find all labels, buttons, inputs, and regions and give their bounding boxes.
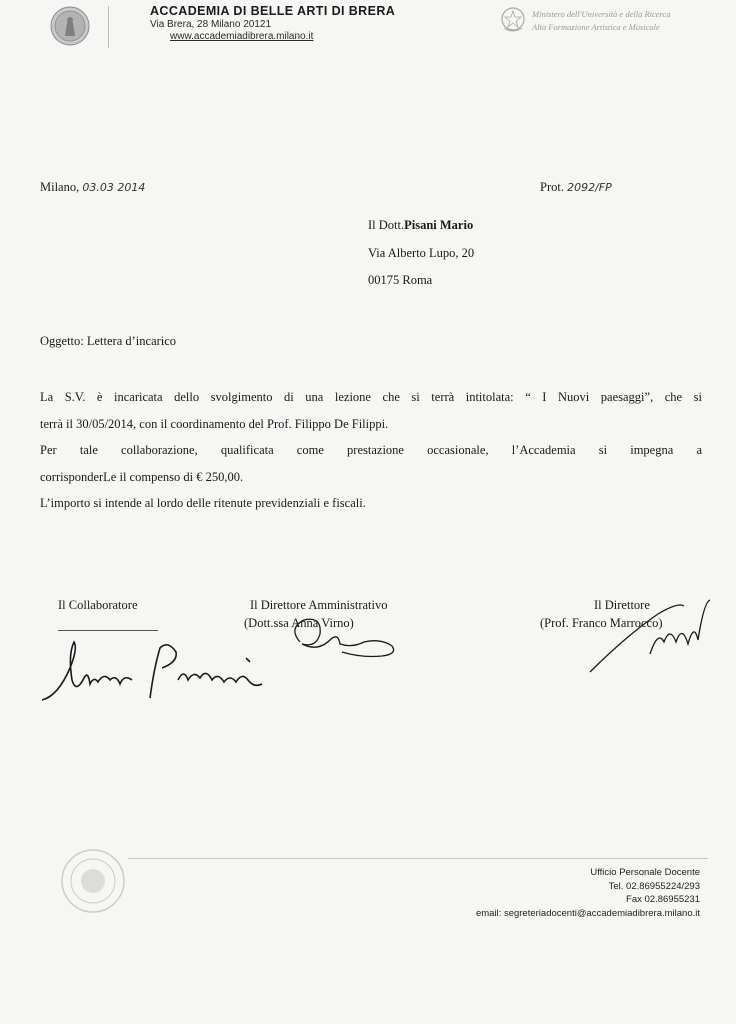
- collaboratore-label: Il Collaboratore: [58, 598, 138, 612]
- recipient-prefix: Il Dott.: [368, 218, 405, 232]
- academy-seal-icon: [50, 6, 90, 46]
- institution-website[interactable]: www.accademiadibrera.milano.it: [170, 31, 314, 42]
- subject: Oggetto: Lettera d’incarico: [40, 334, 177, 348]
- direttore-amministrativo-label: Il Direttore Amministrativo: [250, 598, 388, 612]
- date-line: [40, 180, 145, 195]
- direttore-amministrativo-signature: [282, 612, 402, 662]
- handwritten-date: 03.03 2014: [82, 181, 146, 194]
- protocol-line: [540, 180, 612, 195]
- ministry-line-1: Ministero dell'Università e della Ricerca: [532, 9, 671, 19]
- direttore-name: (Prof. Franco Marrocco): [540, 616, 663, 630]
- handwritten-protocol: 2092/FP: [567, 181, 612, 194]
- footer-tel: Tel. 02.86955224/293: [608, 880, 700, 892]
- recipient-city: 00175 Roma: [368, 273, 433, 287]
- institution-address: Via Brera, 28 Milano 20121: [150, 19, 272, 30]
- body-line: L’importo si intende al lordo delle ritenute previdenziali e fiscali.: [40, 496, 366, 510]
- protocol-label: Prot.: [540, 180, 564, 194]
- footer-fax: Fax 02.86955231: [626, 894, 700, 905]
- body-line: La S.V. è incaricata dello svolgimento di una lezione che si terrà intitolata: “ I Nuovi paesaggi”, che si: [40, 390, 702, 404]
- ministry-line-2: Alta Formazione Artistica e Musicale: [532, 22, 660, 32]
- recipient-name: Pisani Mario: [404, 218, 474, 232]
- footer-contacts: [476, 866, 700, 920]
- recipient-name-line: [368, 218, 473, 233]
- direttore-signature: [586, 596, 714, 676]
- letterhead-divider: [108, 6, 109, 48]
- body-line: terrà il 30/05/2014, con il coordinamento del Prof. Filippo De Filippi.: [40, 416, 389, 431]
- recipient-street: Via Alberto Lupo, 20: [368, 246, 475, 260]
- letterhead: [150, 4, 395, 42]
- direttore-amministrativo-name: (Dott.ssa Anna Virno): [244, 616, 354, 630]
- footer-email[interactable]: email: segreteriadocenti@accademiadibrera.milano.it: [475, 907, 700, 919]
- direttore-label: Il Direttore: [594, 598, 650, 612]
- body-line: Per tale collaborazione, qualificata come prestazione occasionale, l’Accademia si impegna a: [40, 443, 702, 457]
- place: Milano,: [40, 180, 80, 194]
- letter-body: [40, 384, 702, 517]
- footer-office: Ufficio Personale Docente: [590, 867, 700, 878]
- footer-divider: [128, 858, 708, 859]
- footer-seal-icon: [60, 848, 126, 914]
- ministry-text: [532, 8, 671, 34]
- body-line: corrisponderLe il compenso di € 250,00.: [40, 469, 244, 484]
- republic-emblem-icon: [500, 6, 526, 34]
- collaboratore-signature: [38, 628, 278, 708]
- institution-name: ACCADEMIA DI BELLE ARTI DI BRERA: [150, 4, 396, 18]
